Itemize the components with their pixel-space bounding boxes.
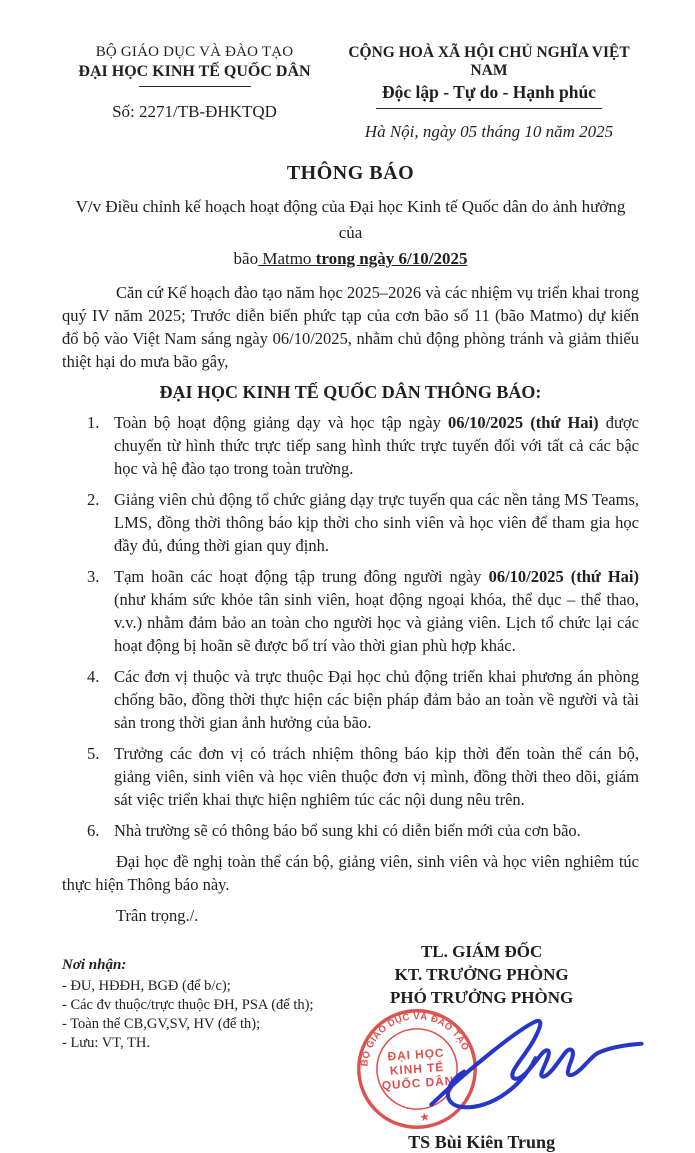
stamp-center-line3: QUỐC DÂN <box>381 1073 455 1093</box>
signature-scrawl-icon <box>388 1010 654 1116</box>
list-item: 3. Tạm hoãn các hoạt động tập trung đông người ngày 06/10/2025 (thứ Hai) (như khám sức khỏe tân sinh viên, hoạt động ngoại khóa, thể dục – thể thao, v.v.) nhằm đảm bảo an toàn cho người học và giảng viên. Lịch tổ chức lại các hoạt động bị hoãn sẽ được bố trí vào thời gian phù hợp khác. <box>87 567 639 655</box>
list-item: 2. Giảng viên chủ động tổ chức giảng dạy trực tuyến qua các nền tảng MS Teams, LMS, đồng thời thông báo kịp thời cho sinh viên và học viên để tham gia học đầy đủ, đúng thời gian quy định. <box>87 490 639 555</box>
list-item: 6. Nhà trường sẽ có thông báo bổ sung khi có diễn biến mới của cơn bão. <box>87 821 581 840</box>
national-motto-block <box>339 44 639 142</box>
document-footer <box>62 940 639 1153</box>
country-title: CỘNG HOÀ XÃ HỘI CHỦ NGHĨA VIỆT NAM <box>348 44 630 79</box>
document-number: Số: 2271/TB-ĐHKTQD <box>112 102 277 121</box>
subject-line2: bão Matmo trong ngày 6/10/2025 <box>233 249 468 268</box>
announcement-heading: ĐẠI HỌC KINH TẾ QUỐC DÂN THÔNG BÁO: <box>159 382 542 402</box>
issuing-agency-block <box>62 44 327 142</box>
signature-block <box>324 940 639 1153</box>
recipient-item: - Các đv thuộc/trực thuộc ĐH, PSA (để th); <box>62 997 314 1013</box>
closing-paragraph: Đại học đề nghị toàn thể cán bộ, giảng viên, sinh viên và học viên nghiêm túc thực hiện Thông báo này. <box>62 852 639 894</box>
document-header <box>62 44 639 142</box>
national-motto: Độc lập - Tự do - Hạnh phúc <box>382 82 596 102</box>
intro-paragraph: Căn cứ Kế hoạch đào tạo năm học 2025–2026 và các nhiệm vụ triển khai trong quý IV năm 2025; Trước diễn biến phức tạp của cơn bão số 11 (bão Matmo) dự kiến đổ bộ vào Việt Nam sáng ngày 06/10/2025, nhằm chủ động phòng tránh và giảm thiểu thiệt hại do mưa bão gây, <box>62 283 639 371</box>
recipient-item: - Toàn thể CB,GV,SV, HV (để th); <box>62 1016 261 1032</box>
document-subject <box>62 194 639 272</box>
recipients-list <box>62 977 324 1053</box>
stamp-star-icon: ★ <box>419 1111 432 1125</box>
recipient-item: - ĐU, HĐĐH, BGĐ (để b/c); <box>62 978 231 994</box>
signer-title-2: KT. TRƯỞNG PHÒNG <box>394 965 569 984</box>
signer-name: TS Bùi Kiên Trung <box>408 1132 556 1152</box>
signer-title-3: PHÓ TRƯỞNG PHÒNG <box>390 988 574 1007</box>
document-title: THÔNG BÁO <box>286 162 415 184</box>
university-name: ĐẠI HỌC KINH TẾ QUỐC DÂN <box>78 63 311 80</box>
stamp-center-line1: ĐẠI HỌC <box>387 1045 446 1064</box>
header-left-divider <box>139 86 251 87</box>
signer-title-1: TL. GIÁM ĐỐC <box>420 942 543 961</box>
list-item: 1. Toàn bộ hoạt động giảng dạy và học tập ngày 06/10/2025 (thứ Hai) được chuyển từ hình thức trực tiếp sang hình thức trực tuyến đối với tất cả các bậc học và hệ đào tạo trong toàn trường. <box>87 413 639 478</box>
ministry-name: BỘ GIÁO DỤC VÀ ĐÀO TẠO <box>95 44 294 60</box>
recipient-item: - Lưu: VT, TH. <box>62 1035 151 1051</box>
subject-line1: V/v Điều chỉnh kế hoạch hoạt động của Đại học Kinh tế Quốc dân do ảnh hưởng của <box>75 197 626 242</box>
stamp-ring-text: BỘ GIÁO DỤC VÀ ĐÀO TẠO <box>359 1011 472 1067</box>
list-item: 5. Trưởng các đơn vị có trách nhiệm thông báo kịp thời đến toàn thể cán bộ, giảng viên, sinh viên và học viên thuộc đơn vị mình, đồng thời theo dõi, giám sát việc triển khai thực hiện nghiêm túc các nội dung nêu trên. <box>87 744 639 809</box>
place-and-date: Hà Nội, ngày 05 tháng 10 năm 2025 <box>364 122 614 141</box>
recipients-label: Nơi nhận: <box>62 957 127 973</box>
regards-line: Trân trọng./. <box>116 906 199 925</box>
header-right-divider <box>376 108 602 109</box>
announcement-list <box>62 411 639 842</box>
recipients-block <box>62 940 324 1153</box>
list-item: 4. Các đơn vị thuộc và trực thuộc Đại học chủ động triển khai phương án phòng chống bão, đồng thời thực hiện các biện pháp đảm bảo an toàn về người và tài sản trong thời gian ảnh hưởng của bão. <box>87 667 639 732</box>
seal-and-signature-area <box>324 1011 639 1125</box>
stamp-center-line2: KINH TẾ <box>389 1059 445 1078</box>
